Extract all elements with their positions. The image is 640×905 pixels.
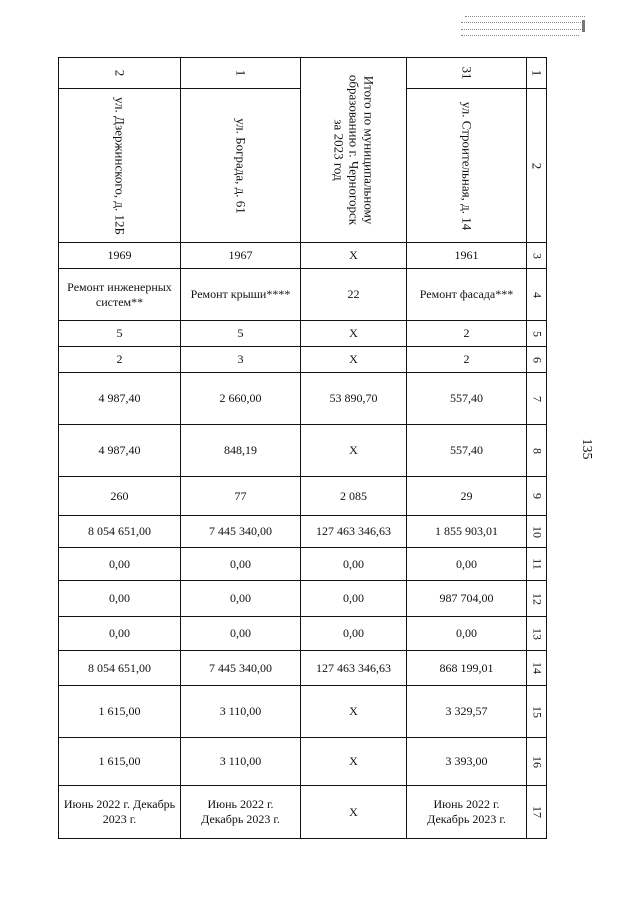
column-number-cell: 2 (527, 89, 547, 243)
table-cell: 1967 (181, 243, 301, 269)
table-row (59, 651, 547, 686)
header-address-cell: ул. Бограда, д. 61 (181, 89, 301, 243)
table-cell: 868 199,01 (407, 651, 527, 686)
header-index-cell: 31 (407, 58, 527, 89)
document-stamp (461, 12, 585, 42)
table-cell: 1961 (407, 243, 527, 269)
header-total-cell: Итого по муниципальному образованию г. Черногорск за 2023 год (301, 58, 407, 243)
table-cell: 3 329,57 (407, 686, 527, 738)
table-cell: Ремонт инженерных систем** (59, 269, 181, 321)
column-number-cell: 6 (527, 347, 547, 373)
table-cell: Ремонт фасада*** (407, 269, 527, 321)
column-number-cell: 5 (527, 321, 547, 347)
table-cell: 29 (407, 477, 527, 516)
header-index-cell: 2 (59, 58, 181, 89)
table-cell: 4 987,40 (59, 425, 181, 477)
table-cell: 5 (59, 321, 181, 347)
table-cell: 1 855 903,01 (407, 516, 527, 548)
table-cell: 2 660,00 (181, 373, 301, 425)
table-cell: 3 110,00 (181, 686, 301, 738)
table-cell: 8 054 651,00 (59, 516, 181, 548)
table-cell: 127 463 346,63 (301, 651, 407, 686)
column-number-cell: 14 (527, 651, 547, 686)
table-cell: Х (301, 321, 407, 347)
table-cell: Х (301, 738, 407, 786)
table-cell: 0,00 (181, 581, 301, 617)
table-row (59, 581, 547, 617)
table-row (59, 617, 547, 651)
table-cell: 7 445 340,00 (181, 516, 301, 548)
table-cell: 848,19 (181, 425, 301, 477)
column-number-cell: 3 (527, 243, 547, 269)
column-number-cell: 8 (527, 425, 547, 477)
column-number-cell: 10 (527, 516, 547, 548)
table-row (59, 738, 547, 786)
table-row (59, 548, 547, 581)
table-cell: 0,00 (301, 548, 407, 581)
table-row (59, 243, 547, 269)
column-number-cell: 15 (527, 686, 547, 738)
table-cell: 3 393,00 (407, 738, 527, 786)
table-cell: 0,00 (301, 581, 407, 617)
table-cell: 7 445 340,00 (181, 651, 301, 686)
column-number-cell: 12 (527, 581, 547, 617)
table-cell: 0,00 (59, 581, 181, 617)
table-cell: Х (301, 686, 407, 738)
table-cell: 0,00 (59, 548, 181, 581)
column-number-cell: 17 (527, 786, 547, 839)
table-cell: 0,00 (181, 548, 301, 581)
table-cell: Х (301, 425, 407, 477)
table-row (59, 373, 547, 425)
column-number-cell: 1 (527, 58, 547, 89)
table-cell: 0,00 (407, 617, 527, 651)
column-number-cell: 16 (527, 738, 547, 786)
table-cell: Х (301, 786, 407, 839)
column-number-cell: 11 (527, 548, 547, 581)
table-cell: 1 615,00 (59, 738, 181, 786)
table-cell: 2 085 (301, 477, 407, 516)
table-cell: 0,00 (407, 548, 527, 581)
table-row (59, 786, 547, 839)
table-cell: 260 (59, 477, 181, 516)
header-address-cell: ул. Строительная, д. 14 (407, 89, 527, 243)
repair-program-table (58, 57, 547, 839)
table-cell: Х (301, 243, 407, 269)
column-number-cell: 13 (527, 617, 547, 651)
table-row (59, 477, 547, 516)
column-number-cell: 9 (527, 477, 547, 516)
table-cell: Июнь 2022 г. Декабрь 2023 г. (181, 786, 301, 839)
header-index-cell: 1 (181, 58, 301, 89)
table-row (59, 686, 547, 738)
table-cell: 0,00 (59, 617, 181, 651)
header-index-row (59, 58, 547, 89)
table-cell: 2 (59, 347, 181, 373)
table-cell: 1969 (59, 243, 181, 269)
table-cell: 2 (407, 321, 527, 347)
table-row (59, 347, 547, 373)
table-cell: 557,40 (407, 373, 527, 425)
table-cell: Июнь 2022 г. Декабрь 2023 г. (407, 786, 527, 839)
table-row (59, 425, 547, 477)
table-cell: 3 110,00 (181, 738, 301, 786)
table-cell: 0,00 (301, 617, 407, 651)
table-row (59, 269, 547, 321)
table-row (59, 321, 547, 347)
table-cell: 2 (407, 347, 527, 373)
table-cell: Июнь 2022 г. Декабрь 2023 г. (59, 786, 181, 839)
table-cell: Ремонт крыши**** (181, 269, 301, 321)
table-cell: 987 704,00 (407, 581, 527, 617)
table-cell: 22 (301, 269, 407, 321)
table-cell: 1 615,00 (59, 686, 181, 738)
table-cell: 4 987,40 (59, 373, 181, 425)
table-cell: 3 (181, 347, 301, 373)
table-cell: 53 890,70 (301, 373, 407, 425)
table-cell: 127 463 346,63 (301, 516, 407, 548)
table-cell: 8 054 651,00 (59, 651, 181, 686)
table-row (59, 516, 547, 548)
table-cell: 557,40 (407, 425, 527, 477)
column-number-cell: 7 (527, 373, 547, 425)
page-number: 135 (579, 438, 594, 460)
table-cell: 0,00 (181, 617, 301, 651)
table-cell: 77 (181, 477, 301, 516)
table-cell: 5 (181, 321, 301, 347)
header-address-cell: ул. Дзержинского, д. 12Б (59, 89, 181, 243)
column-number-cell: 4 (527, 269, 547, 321)
table-cell: Х (301, 347, 407, 373)
